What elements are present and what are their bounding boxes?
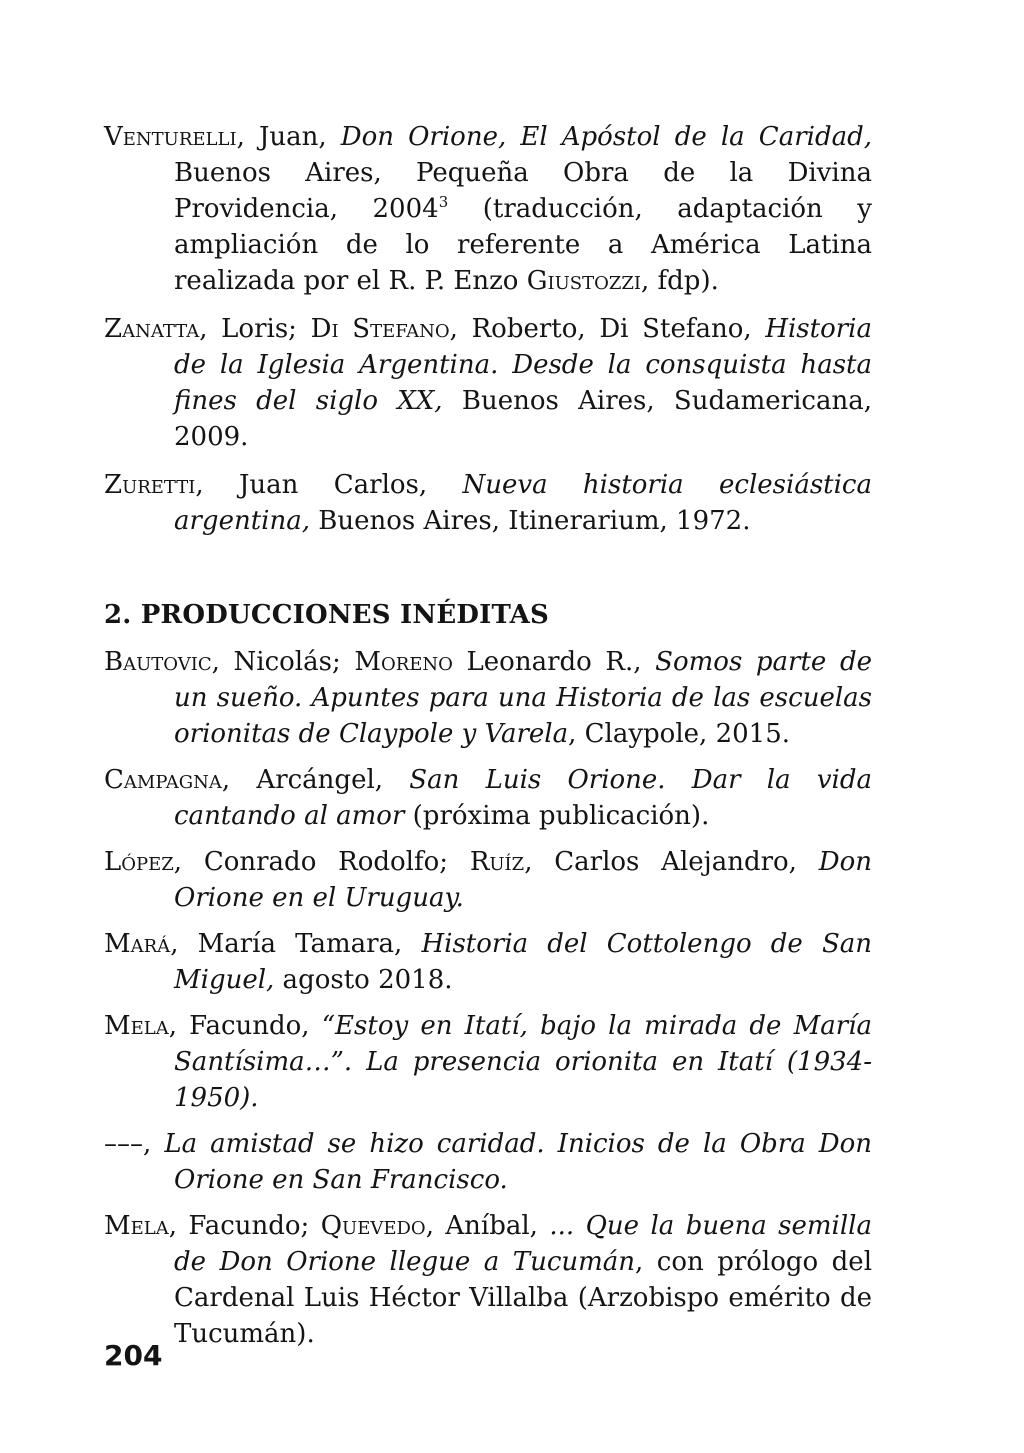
bibliography-entry-bautovic: Bautovic, Nicolás; Moreno Leonardo R., Somos parte de un sueño. Apuntes para una Historia de las escuelas orionitas de Claypole y Varela, Claypole, 2015. — [104, 647, 872, 749]
author-surname: Di Stefano — [310, 314, 450, 344]
work-title: Don Orione, El Apóstol de la Caridad, — [340, 122, 872, 152]
author-surname: Ruíz — [469, 847, 525, 877]
ditto-dash: ––– — [104, 1129, 143, 1159]
section-heading: 2. PRODUCCIONES INÉDITAS — [104, 600, 549, 630]
author-surname: Mará — [104, 929, 171, 959]
work-title: Don Orione en el Uruguay. — [174, 847, 872, 913]
work-title: Historia del Cottolengo de San Miguel, — [174, 929, 873, 995]
work-title: Nueva historia eclesiástica argentina, — [174, 470, 872, 536]
work-title: ... Que la buena semilla de Don Orione llegue a Tucumán — [174, 1211, 872, 1277]
bibliography-entry-venturelli: Venturelli, Juan, Don Orione, El Apóstol de la Caridad, Buenos Aires, Pequeña Obra de la Divina Providencia, 2004$^3$ (traducción, adaptación y ampliación de lo referente a América Latina realizada por el R. P. Enzo Giustozzi, fdp). — [104, 122, 872, 296]
bibliography-entry-ditto: –––, La amistad se hizo caridad. Inicios de la Obra Don Orione en San Francisco. — [104, 1129, 872, 1195]
author-surname: López — [104, 847, 174, 877]
bibliography-entry-mela-quevedo: Mela, Facundo; Quevedo, Aníbal, ... Que la buena semilla de Don Orione llegue a Tucumán, con prólogo del Cardenal Luis Héctor Villalba (Arzobispo emérito de Tucumán). — [104, 1211, 873, 1349]
author-surname: Venturelli — [104, 122, 237, 152]
bibliography-entry-lopez: López, Conrado Rodolfo; Ruíz, Carlos Alejandro, Don Orione en el Uruguay. — [104, 847, 872, 913]
bibliography-entry-mela: Mela, Facundo, “Estoy en Itatí, bajo la mirada de María Santísima…”. La presencia orionita en Itatí (1934-1950). — [104, 1011, 872, 1113]
author-surname: Campagna — [104, 765, 222, 795]
work-title: Historia de la Iglesia Argentina. Desde la consquista hasta fines del siglo XX, — [174, 314, 872, 416]
bibliography-section-2 — [104, 644, 872, 1352]
author-surname: Quevedo — [320, 1211, 426, 1241]
author-surname: Zanatta — [104, 314, 200, 344]
bibliography-entry-zuretti: Zuretti, Juan Carlos, Nueva historia eclesiástica argentina, Buenos Aires, Itinerarium, 1972. — [104, 470, 872, 536]
author-surname: Moreno — [354, 647, 453, 677]
work-title: San Luis Orione. Dar la vida cantando al amor — [174, 765, 873, 831]
work-title: Somos parte de un sueño. Apuntes para una Historia de las escuelas orionitas de Claypole y Varela — [174, 647, 872, 749]
author-surname: Bautovic — [104, 647, 212, 677]
author-surname: Mela — [104, 1011, 169, 1041]
bibliography-entry-campagna: Campagna, Arcángel, San Luis Orione. Dar la vida cantando al amor (próxima publicación). — [104, 765, 873, 831]
bibliography-entry-mara: Mará, María Tamara, Historia del Cottolengo de San Miguel, agosto 2018. — [104, 929, 873, 995]
author-surname: Zuretti — [104, 470, 196, 500]
bibliography-entry-zanatta: Zanatta, Loris; Di Stefano, Roberto, Di Stefano, Historia de la Iglesia Argentina. Desde la consquista hasta fines del siglo XX, Buenos Aires, Sudamericana, 2009. — [104, 314, 872, 452]
author-surname: Mela — [104, 1211, 169, 1241]
work-title: “Estoy en Itatí, bajo la mirada de María Santísima…”. La presencia orionita en Itatí (1934-1950). — [174, 1011, 872, 1113]
page-number: 204 — [104, 1339, 163, 1372]
bibliography-section-1 — [104, 119, 872, 539]
work-title: La amistad se hizo caridad. Inicios de la Obra Don Orione en San Francisco. — [164, 1129, 872, 1195]
